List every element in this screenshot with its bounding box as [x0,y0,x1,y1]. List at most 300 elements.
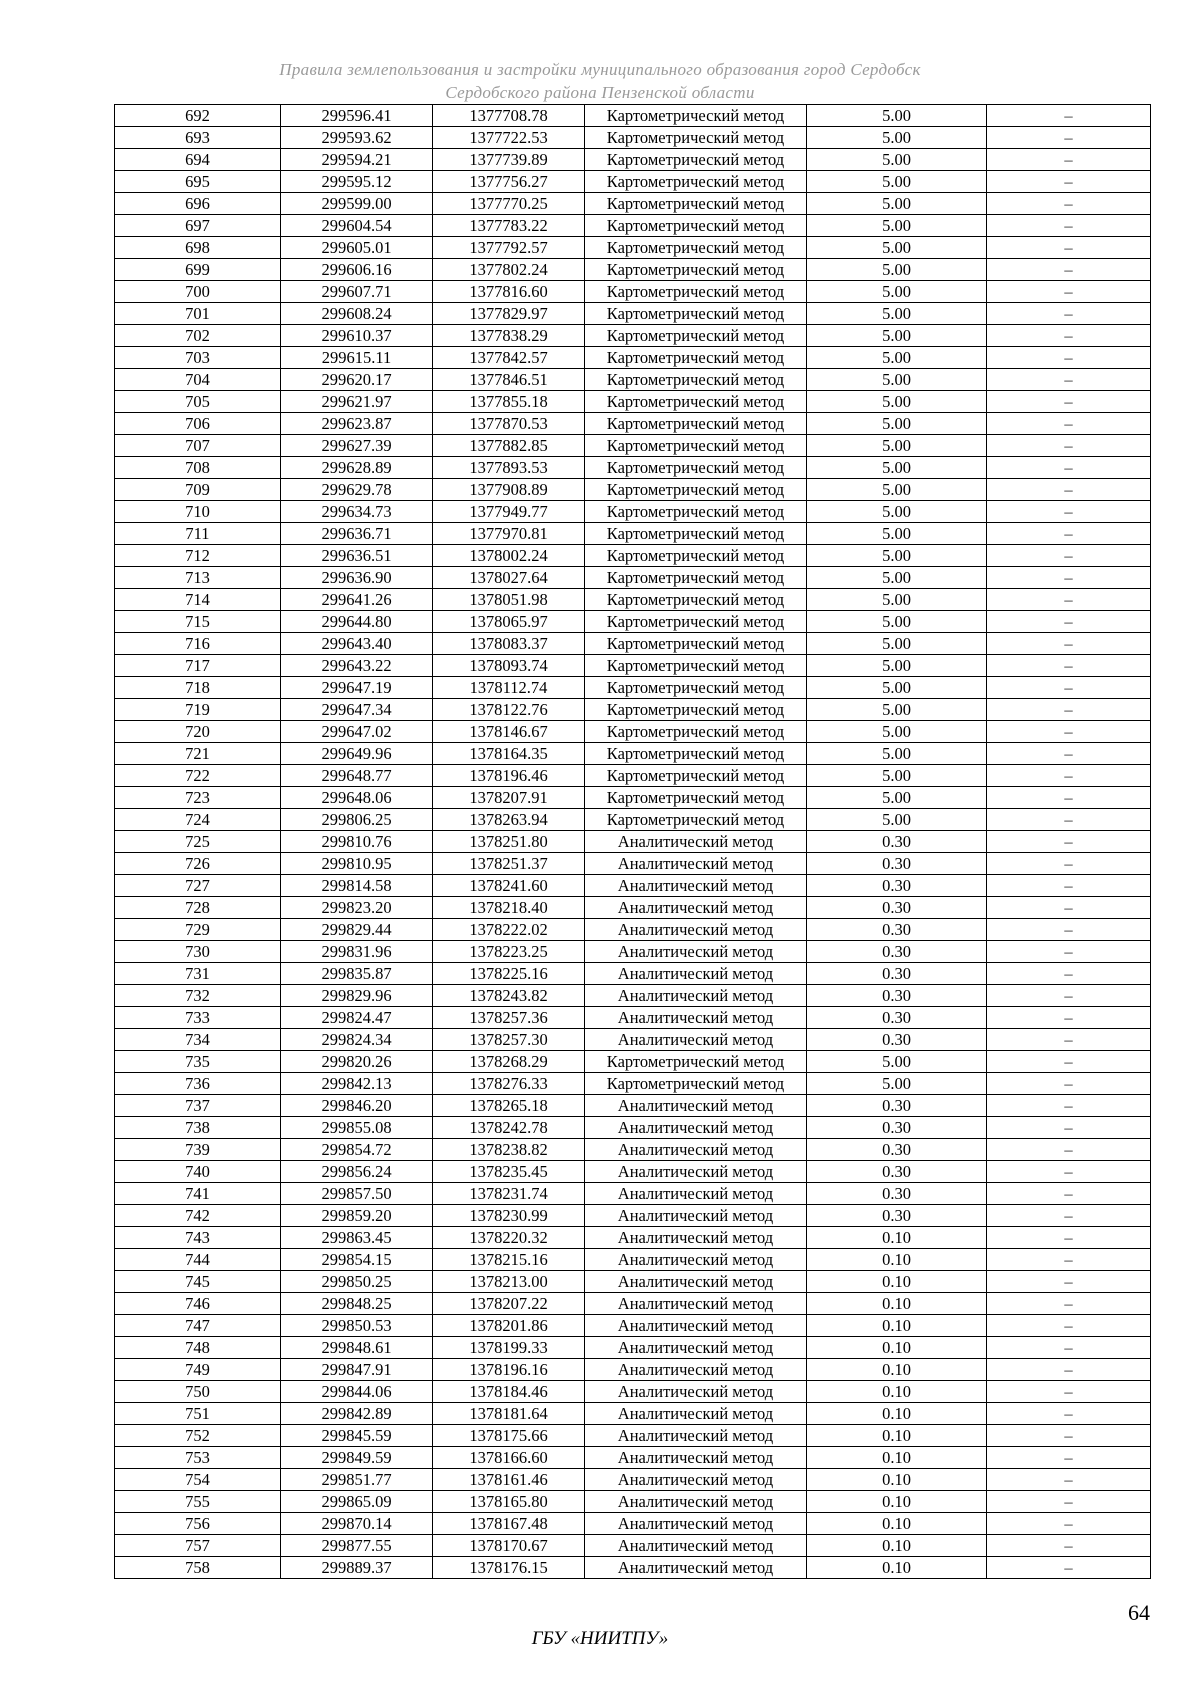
note-cell: – [987,655,1151,677]
note-cell: – [987,677,1151,699]
table-row [115,1293,1151,1315]
note-cell: – [987,237,1151,259]
note-cell: – [987,391,1151,413]
x-coordinate-cell: 299847.91 [281,1359,433,1381]
y-coordinate-cell: 1378276.33 [433,1073,585,1095]
x-coordinate-cell: 299865.09 [281,1491,433,1513]
point-number-cell: 701 [115,303,281,325]
method-cell: Аналитический метод [585,1095,807,1117]
table-row [115,655,1151,677]
x-coordinate-cell: 299854.72 [281,1139,433,1161]
accuracy-cell: 5.00 [807,193,987,215]
x-coordinate-cell: 299829.96 [281,985,433,1007]
point-number-cell: 707 [115,435,281,457]
accuracy-cell: 5.00 [807,523,987,545]
point-number-cell: 738 [115,1117,281,1139]
note-cell: – [987,171,1151,193]
y-coordinate-cell: 1378251.80 [433,831,585,853]
method-cell: Картометрический метод [585,347,807,369]
y-coordinate-cell: 1378257.36 [433,1007,585,1029]
table-row [115,1315,1151,1337]
header-line-2: Сердобского района Пензенской области [445,83,755,102]
point-number-cell: 747 [115,1315,281,1337]
x-coordinate-cell: 299831.96 [281,941,433,963]
point-number-cell: 728 [115,897,281,919]
method-cell: Картометрический метод [585,127,807,149]
y-coordinate-cell: 1377870.53 [433,413,585,435]
note-cell: – [987,545,1151,567]
accuracy-cell: 5.00 [807,435,987,457]
accuracy-cell: 5.00 [807,259,987,281]
x-coordinate-cell: 299607.71 [281,281,433,303]
method-cell: Аналитический метод [585,831,807,853]
note-cell: – [987,941,1151,963]
point-number-cell: 756 [115,1513,281,1535]
method-cell: Аналитический метод [585,1469,807,1491]
point-number-cell: 704 [115,369,281,391]
point-number-cell: 714 [115,589,281,611]
y-coordinate-cell: 1378251.37 [433,853,585,875]
coordinates-table [114,104,1151,1579]
method-cell: Картометрический метод [585,457,807,479]
method-cell: Аналитический метод [585,963,807,985]
note-cell: – [987,1095,1151,1117]
y-coordinate-cell: 1377708.78 [433,105,585,127]
y-coordinate-cell: 1378122.76 [433,699,585,721]
y-coordinate-cell: 1377783.22 [433,215,585,237]
accuracy-cell: 0.30 [807,897,987,919]
method-cell: Картометрический метод [585,171,807,193]
x-coordinate-cell: 299859.20 [281,1205,433,1227]
x-coordinate-cell: 299820.26 [281,1051,433,1073]
accuracy-cell: 5.00 [807,699,987,721]
method-cell: Аналитический метод [585,1557,807,1579]
accuracy-cell: 5.00 [807,809,987,831]
y-coordinate-cell: 1378161.46 [433,1469,585,1491]
accuracy-cell: 5.00 [807,633,987,655]
point-number-cell: 751 [115,1403,281,1425]
x-coordinate-cell: 299629.78 [281,479,433,501]
y-coordinate-cell: 1377770.25 [433,193,585,215]
method-cell: Картометрический метод [585,677,807,699]
table-row [115,1513,1151,1535]
y-coordinate-cell: 1378223.25 [433,941,585,963]
note-cell: – [987,523,1151,545]
accuracy-cell: 0.30 [807,1095,987,1117]
table-row [115,589,1151,611]
table-row [115,1205,1151,1227]
point-number-cell: 712 [115,545,281,567]
point-number-cell: 708 [115,457,281,479]
y-coordinate-cell: 1378164.35 [433,743,585,765]
y-coordinate-cell: 1377842.57 [433,347,585,369]
y-coordinate-cell: 1378265.18 [433,1095,585,1117]
accuracy-cell: 0.10 [807,1315,987,1337]
x-coordinate-cell: 299842.89 [281,1403,433,1425]
table-row [115,545,1151,567]
accuracy-cell: 5.00 [807,105,987,127]
accuracy-cell: 5.00 [807,215,987,237]
x-coordinate-cell: 299855.08 [281,1117,433,1139]
table-row [115,831,1151,853]
accuracy-cell: 5.00 [807,171,987,193]
accuracy-cell: 5.00 [807,721,987,743]
accuracy-cell: 0.30 [807,963,987,985]
x-coordinate-cell: 299627.39 [281,435,433,457]
table-row [115,633,1151,655]
accuracy-cell: 5.00 [807,413,987,435]
y-coordinate-cell: 1377739.89 [433,149,585,171]
point-number-cell: 719 [115,699,281,721]
coordinates-table-body [115,105,1151,1579]
y-coordinate-cell: 1378201.86 [433,1315,585,1337]
point-number-cell: 731 [115,963,281,985]
point-number-cell: 735 [115,1051,281,1073]
point-number-cell: 737 [115,1095,281,1117]
point-number-cell: 715 [115,611,281,633]
accuracy-cell: 0.30 [807,1161,987,1183]
x-coordinate-cell: 299829.44 [281,919,433,941]
note-cell: – [987,193,1151,215]
x-coordinate-cell: 299851.77 [281,1469,433,1491]
accuracy-cell: 5.00 [807,369,987,391]
note-cell: – [987,919,1151,941]
point-number-cell: 732 [115,985,281,1007]
y-coordinate-cell: 1378170.67 [433,1535,585,1557]
point-number-cell: 723 [115,787,281,809]
note-cell: – [987,875,1151,897]
point-number-cell: 699 [115,259,281,281]
note-cell: – [987,831,1151,853]
accuracy-cell: 0.10 [807,1491,987,1513]
x-coordinate-cell: 299806.25 [281,809,433,831]
note-cell: – [987,897,1151,919]
note-cell: – [987,281,1151,303]
table-row [115,1271,1151,1293]
method-cell: Картометрический метод [585,765,807,787]
point-number-cell: 730 [115,941,281,963]
method-cell: Картометрический метод [585,567,807,589]
accuracy-cell: 5.00 [807,501,987,523]
x-coordinate-cell: 299854.15 [281,1249,433,1271]
method-cell: Картометрический метод [585,303,807,325]
y-coordinate-cell: 1378238.82 [433,1139,585,1161]
method-cell: Картометрический метод [585,501,807,523]
table-row [115,611,1151,633]
note-cell: – [987,985,1151,1007]
table-row [115,963,1151,985]
method-cell: Аналитический метод [585,1315,807,1337]
point-number-cell: 733 [115,1007,281,1029]
y-coordinate-cell: 1378218.40 [433,897,585,919]
point-number-cell: 755 [115,1491,281,1513]
note-cell: – [987,1139,1151,1161]
point-number-cell: 695 [115,171,281,193]
x-coordinate-cell: 299889.37 [281,1557,433,1579]
method-cell: Аналитический метод [585,919,807,941]
y-coordinate-cell: 1378166.60 [433,1447,585,1469]
table-row [115,765,1151,787]
accuracy-cell: 0.10 [807,1403,987,1425]
x-coordinate-cell: 299648.06 [281,787,433,809]
y-coordinate-cell: 1378083.37 [433,633,585,655]
accuracy-cell: 0.10 [807,1249,987,1271]
accuracy-cell: 5.00 [807,611,987,633]
note-cell: – [987,1469,1151,1491]
table-row [115,215,1151,237]
y-coordinate-cell: 1378176.15 [433,1557,585,1579]
accuracy-cell: 0.10 [807,1227,987,1249]
table-row [115,897,1151,919]
x-coordinate-cell: 299870.14 [281,1513,433,1535]
y-coordinate-cell: 1378181.64 [433,1403,585,1425]
note-cell: – [987,787,1151,809]
accuracy-cell: 5.00 [807,127,987,149]
x-coordinate-cell: 299647.19 [281,677,433,699]
point-number-cell: 703 [115,347,281,369]
note-cell: – [987,1205,1151,1227]
note-cell: – [987,1029,1151,1051]
note-cell: – [987,1513,1151,1535]
note-cell: – [987,1535,1151,1557]
method-cell: Аналитический метод [585,1403,807,1425]
x-coordinate-cell: 299606.16 [281,259,433,281]
x-coordinate-cell: 299845.59 [281,1425,433,1447]
method-cell: Картометрический метод [585,1073,807,1095]
table-row [115,1139,1151,1161]
method-cell: Аналитический метод [585,941,807,963]
x-coordinate-cell: 299593.62 [281,127,433,149]
method-cell: Картометрический метод [585,633,807,655]
point-number-cell: 754 [115,1469,281,1491]
table-row [115,457,1151,479]
method-cell: Картометрический метод [585,369,807,391]
point-number-cell: 725 [115,831,281,853]
page-header [0,58,1200,104]
table-row [115,237,1151,259]
table-row [115,1095,1151,1117]
method-cell: Аналитический метод [585,1513,807,1535]
method-cell: Картометрический метод [585,721,807,743]
note-cell: – [987,1491,1151,1513]
point-number-cell: 717 [115,655,281,677]
point-number-cell: 720 [115,721,281,743]
table-row [115,1051,1151,1073]
y-coordinate-cell: 1378257.30 [433,1029,585,1051]
table-row [115,1073,1151,1095]
point-number-cell: 697 [115,215,281,237]
y-coordinate-cell: 1377882.85 [433,435,585,457]
table-row [115,875,1151,897]
x-coordinate-cell: 299605.01 [281,237,433,259]
accuracy-cell: 0.30 [807,831,987,853]
table-row [115,193,1151,215]
table-row [115,1381,1151,1403]
accuracy-cell: 5.00 [807,237,987,259]
point-number-cell: 722 [115,765,281,787]
x-coordinate-cell: 299604.54 [281,215,433,237]
table-row [115,1557,1151,1579]
method-cell: Картометрический метод [585,193,807,215]
accuracy-cell: 0.30 [807,875,987,897]
note-cell: – [987,369,1151,391]
table-row [115,303,1151,325]
method-cell: Картометрический метод [585,325,807,347]
method-cell: Картометрический метод [585,545,807,567]
accuracy-cell: 5.00 [807,677,987,699]
y-coordinate-cell: 1378002.24 [433,545,585,567]
y-coordinate-cell: 1377802.24 [433,259,585,281]
y-coordinate-cell: 1378215.16 [433,1249,585,1271]
y-coordinate-cell: 1378213.00 [433,1271,585,1293]
point-number-cell: 741 [115,1183,281,1205]
x-coordinate-cell: 299623.87 [281,413,433,435]
method-cell: Аналитический метод [585,1293,807,1315]
x-coordinate-cell: 299842.13 [281,1073,433,1095]
point-number-cell: 718 [115,677,281,699]
table-row [115,1403,1151,1425]
table-row [115,1535,1151,1557]
y-coordinate-cell: 1378207.91 [433,787,585,809]
accuracy-cell: 0.30 [807,1029,987,1051]
y-coordinate-cell: 1378112.74 [433,677,585,699]
table-row [115,853,1151,875]
note-cell: – [987,1249,1151,1271]
point-number-cell: 734 [115,1029,281,1051]
method-cell: Картометрический метод [585,479,807,501]
method-cell: Аналитический метод [585,1359,807,1381]
y-coordinate-cell: 1378027.64 [433,567,585,589]
x-coordinate-cell: 299814.58 [281,875,433,897]
x-coordinate-cell: 299648.77 [281,765,433,787]
table-row [115,919,1151,941]
accuracy-cell: 5.00 [807,479,987,501]
accuracy-cell: 5.00 [807,1073,987,1095]
x-coordinate-cell: 299848.25 [281,1293,433,1315]
note-cell: – [987,721,1151,743]
point-number-cell: 706 [115,413,281,435]
x-coordinate-cell: 299877.55 [281,1535,433,1557]
method-cell: Аналитический метод [585,1007,807,1029]
accuracy-cell: 5.00 [807,391,987,413]
table-row [115,105,1151,127]
table-row [115,1183,1151,1205]
table-row [115,787,1151,809]
point-number-cell: 702 [115,325,281,347]
note-cell: – [987,1271,1151,1293]
point-number-cell: 744 [115,1249,281,1271]
y-coordinate-cell: 1378225.16 [433,963,585,985]
table-row [115,809,1151,831]
y-coordinate-cell: 1378051.98 [433,589,585,611]
accuracy-cell: 5.00 [807,787,987,809]
note-cell: – [987,1007,1151,1029]
x-coordinate-cell: 299850.25 [281,1271,433,1293]
x-coordinate-cell: 299610.37 [281,325,433,347]
accuracy-cell: 0.30 [807,985,987,1007]
y-coordinate-cell: 1377816.60 [433,281,585,303]
note-cell: – [987,1557,1151,1579]
y-coordinate-cell: 1378231.74 [433,1183,585,1205]
note-cell: – [987,809,1151,831]
point-number-cell: 729 [115,919,281,941]
point-number-cell: 711 [115,523,281,545]
y-coordinate-cell: 1378167.48 [433,1513,585,1535]
x-coordinate-cell: 299643.40 [281,633,433,655]
note-cell: – [987,1337,1151,1359]
y-coordinate-cell: 1377893.53 [433,457,585,479]
method-cell: Аналитический метод [585,1161,807,1183]
x-coordinate-cell: 299647.34 [281,699,433,721]
note-cell: – [987,1073,1151,1095]
accuracy-cell: 0.10 [807,1359,987,1381]
x-coordinate-cell: 299824.34 [281,1029,433,1051]
table-row [115,567,1151,589]
note-cell: – [987,1403,1151,1425]
x-coordinate-cell: 299810.76 [281,831,433,853]
accuracy-cell: 5.00 [807,347,987,369]
method-cell: Картометрический метод [585,413,807,435]
method-cell: Картометрический метод [585,655,807,677]
method-cell: Аналитический метод [585,1337,807,1359]
point-number-cell: 705 [115,391,281,413]
table-row [115,1359,1151,1381]
method-cell: Картометрический метод [585,391,807,413]
y-coordinate-cell: 1378241.60 [433,875,585,897]
x-coordinate-cell: 299636.51 [281,545,433,567]
table-row [115,677,1151,699]
y-coordinate-cell: 1378243.82 [433,985,585,1007]
table-row [115,413,1151,435]
point-number-cell: 700 [115,281,281,303]
x-coordinate-cell: 299595.12 [281,171,433,193]
y-coordinate-cell: 1377829.97 [433,303,585,325]
table-row [115,435,1151,457]
accuracy-cell: 5.00 [807,457,987,479]
accuracy-cell: 0.10 [807,1293,987,1315]
method-cell: Аналитический метод [585,1205,807,1227]
point-number-cell: 752 [115,1425,281,1447]
table-row [115,699,1151,721]
y-coordinate-cell: 1377838.29 [433,325,585,347]
accuracy-cell: 5.00 [807,281,987,303]
point-number-cell: 698 [115,237,281,259]
accuracy-cell: 5.00 [807,325,987,347]
x-coordinate-cell: 299846.20 [281,1095,433,1117]
accuracy-cell: 0.10 [807,1425,987,1447]
table-row [115,985,1151,1007]
note-cell: – [987,589,1151,611]
note-cell: – [987,347,1151,369]
point-number-cell: 743 [115,1227,281,1249]
table-row [115,941,1151,963]
accuracy-cell: 5.00 [807,1051,987,1073]
table-row [115,1117,1151,1139]
point-number-cell: 749 [115,1359,281,1381]
method-cell: Аналитический метод [585,1425,807,1447]
y-coordinate-cell: 1378093.74 [433,655,585,677]
method-cell: Аналитический метод [585,1271,807,1293]
y-coordinate-cell: 1378196.16 [433,1359,585,1381]
table-row [115,1469,1151,1491]
y-coordinate-cell: 1377970.81 [433,523,585,545]
accuracy-cell: 0.10 [807,1557,987,1579]
accuracy-cell: 0.10 [807,1447,987,1469]
method-cell: Картометрический метод [585,699,807,721]
method-cell: Аналитический метод [585,1491,807,1513]
y-coordinate-cell: 1378268.29 [433,1051,585,1073]
point-number-cell: 740 [115,1161,281,1183]
